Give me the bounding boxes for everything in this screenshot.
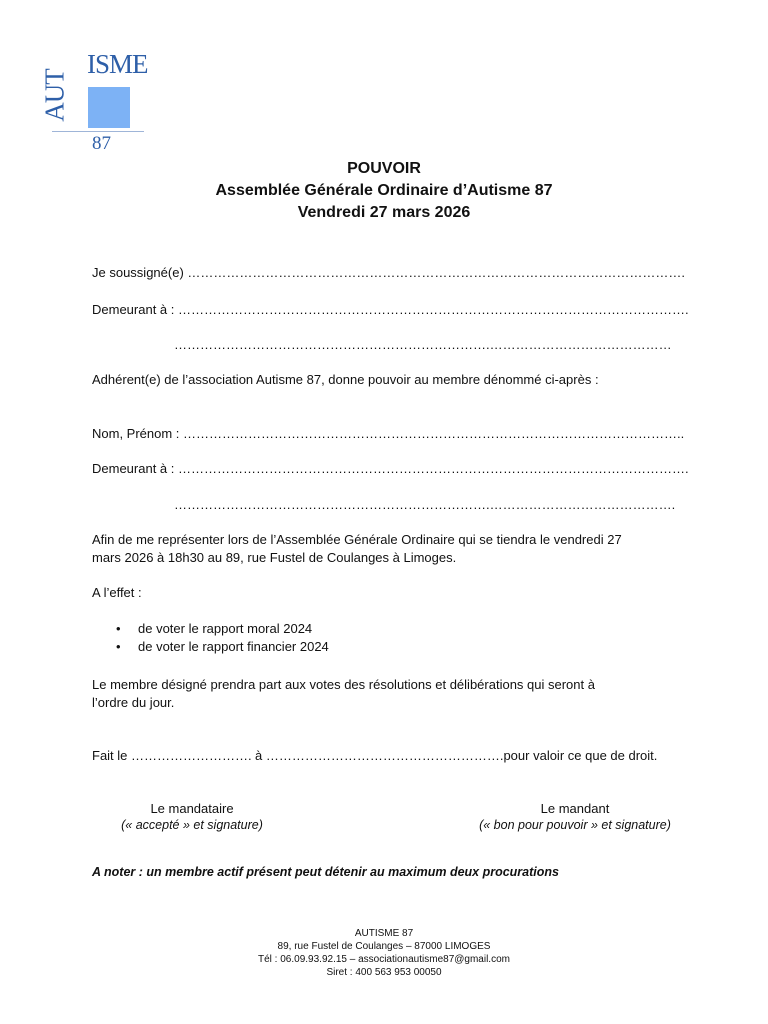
document-title — [0, 158, 768, 224]
logo-blue-square — [88, 87, 130, 128]
fait-le-line: Fait le ………………………. — [92, 748, 252, 763]
logo-text-87: 87 — [92, 133, 111, 154]
logo-text-aut: AUT — [39, 69, 70, 122]
nom-prenom-line: Nom, Prénom : …………………………………………………………………………………………………….. — [92, 426, 685, 441]
representation-text-line-2: mars 2026 à 18h30 au 89, rue Fustel de Coulanges à Limoges. — [92, 550, 457, 565]
list-item: • de voter le rapport financier 2024 — [112, 638, 329, 656]
membre-text-line-2: l’ordre du jour. — [92, 695, 175, 710]
demeurant-line-1: Demeurant à : ………………………………………………………………………………………………………. — [92, 302, 689, 317]
membre-text-line-1: Le membre désigné prendra part aux votes des résolutions et délibérations qui seront à — [92, 677, 595, 692]
mandant-signature-block — [465, 800, 685, 834]
demeurant-line-1-continued: ……………………………………………………………….…………………………………… — [174, 337, 672, 352]
effet-label: A l’effet : — [92, 585, 142, 600]
demeurant-line-2-continued: ……………………………………………………………….……………………………………. — [174, 497, 676, 512]
mandant-instruction: (« bon pour pouvoir » et signature) — [479, 818, 671, 832]
title-assemblee: Assemblée Générale Ordinaire d’Autisme 87 — [215, 182, 553, 199]
footer-address: 89, rue Fustel de Coulanges – 87000 LIMOGES — [277, 941, 491, 952]
vote-list — [112, 620, 329, 656]
mandant-label: Le mandant — [540, 801, 610, 816]
soussigne-line: Je soussigné(e) ……………………………………………………………………………………………………. — [92, 265, 685, 280]
footer — [0, 927, 768, 979]
title-date: Vendredi 27 mars 2026 — [297, 204, 471, 221]
lieu-line: à ……………………………………………….pour valoir ce que de droit. — [255, 748, 658, 763]
mandataire-instruction: (« accepté » et signature) — [121, 818, 263, 832]
logo-text-isme: ISME — [87, 49, 148, 79]
logo-divider — [52, 131, 144, 132]
list-item: • de voter le rapport moral 2024 — [112, 620, 329, 638]
demeurant-line-2: Demeurant à : ………………………………………………………………………………………………………. — [92, 461, 689, 476]
footer-siret: Siret : 400 563 953 00050 — [326, 967, 442, 978]
footer-name: AUTISME 87 — [354, 928, 414, 939]
mandataire-signature-block — [92, 800, 292, 834]
title-pouvoir: POUVOIR — [347, 160, 421, 177]
autisme87-logo — [39, 46, 148, 158]
adherent-statement: Adhérent(e) de l’association Autisme 87, donne pouvoir au membre dénommé ci-après : — [92, 372, 599, 387]
procuration-note: A noter : un membre actif présent peut détenir au maximum deux procurations — [92, 865, 559, 879]
footer-contact: Tél : 06.09.93.92.15 – associationautisme87@gmail.com — [258, 954, 510, 965]
mandataire-label: Le mandataire — [150, 801, 234, 816]
representation-text-line-1: Afin de me représenter lors de l’Assemblée Générale Ordinaire qui se tiendra le vendredi 27 — [92, 532, 622, 547]
